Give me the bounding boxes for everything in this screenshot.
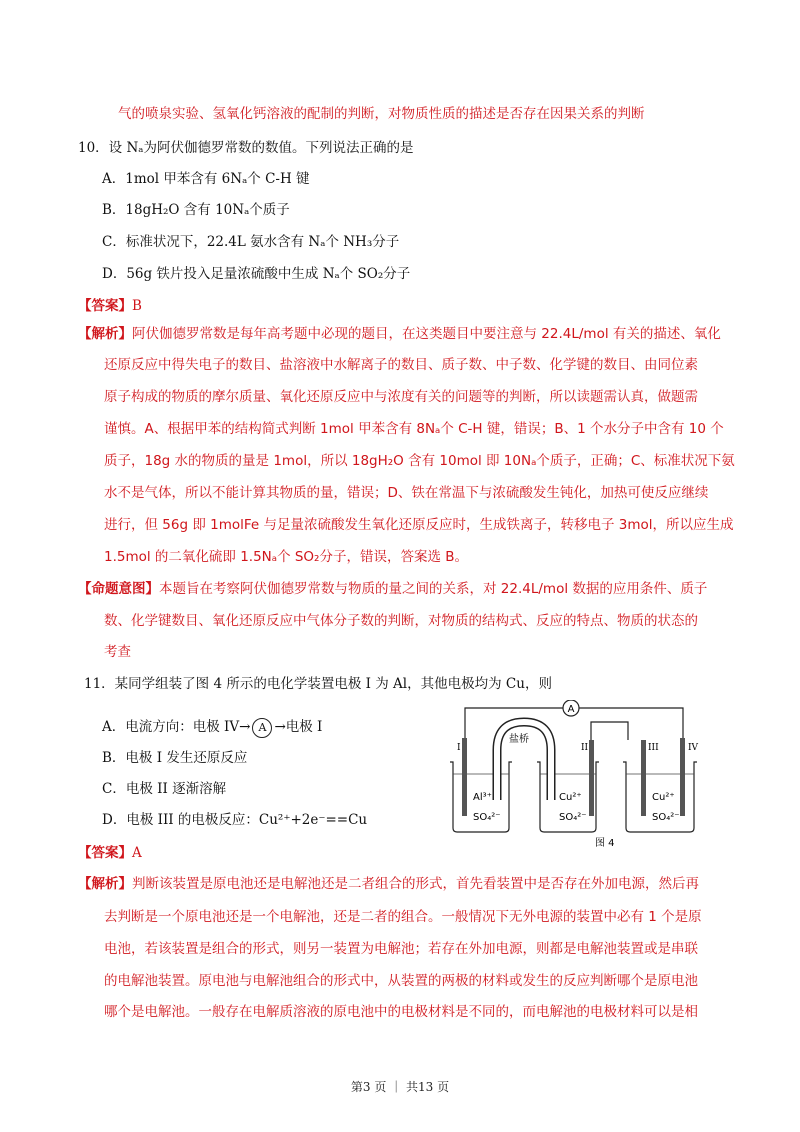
q10-analysis-line-5: 质子，18g 水的物质的量是 1mol，所以 18gH₂O 含有 10mol 即 10Nₐ个质子，正确；C、标准状况下氨: [104, 453, 735, 469]
solution-label-3: Cu²⁺: [652, 792, 675, 803]
analysis-label: 【解析】: [78, 876, 132, 892]
q11-answer: [78, 841, 142, 861]
ammeter-inline-icon: A: [252, 718, 272, 738]
analysis-label: 【解析】: [78, 326, 132, 342]
electrode-4: [680, 738, 685, 816]
electrochemical-figure: [445, 700, 730, 852]
anion-label-3: SO₄²⁻: [652, 812, 680, 823]
q10-analysis-line-2: 还原反应中得失电子的数目、盐溶液中水解离子的数目、质子数、中子数、化学键的数目、由同位素: [104, 357, 698, 373]
q10-option-b: B．18gH₂O 含有 10Nₐ个质子: [102, 202, 290, 218]
q11-option-b: B．电极 I 发生还原反应: [102, 750, 248, 766]
q11-option-d: D．电极 III 的电极反应：Cu²⁺+2e⁻==Cu: [102, 812, 368, 828]
electrode-label-3: III: [648, 743, 659, 753]
header-note: 气的喷泉实验、氢氧化钙溶液的配制的判断，对物质性质的描述是否存在因果关系的判断: [118, 106, 645, 122]
analysis-text: 判断该装置是原电池还是电解池还是二者组合的形式，首先看装置中是否存在外加电源，然后再: [132, 876, 699, 892]
q11-stem: 11．某同学组装了图 4 所示的电化学装置电极 I 为 Al，其他电极均为 Cu，则: [84, 676, 552, 692]
anion-label-2: SO₄²⁻: [559, 812, 587, 823]
ammeter-label: A: [567, 704, 575, 715]
q11-analysis-line-1: [78, 872, 699, 892]
intent-label: 【命题意图】: [78, 581, 159, 597]
q11-analysis-line-2: 去判断是一个原电池还是一个电解池，还是二者的组合。一般情况下无外电源的装置中必有 1 个是原: [104, 909, 702, 925]
anion-label-1: SO₄²⁻: [473, 812, 501, 823]
intent-text: 本题旨在考察阿伏伽德罗常数与物质的量之间的关系，对 22.4L/mol 数据的应用条件、质子: [159, 581, 708, 597]
q11-analysis-line-5: 哪个是电解池。一般存在电解质溶液的原电池中的电极材料是不同的，而电解池的电极材料可以是相: [104, 1004, 698, 1020]
answer-value: A: [132, 845, 142, 861]
q10-analysis-line-1: [78, 322, 721, 342]
page-footer: 第3 页 ｜ 共13 页: [350, 1080, 450, 1094]
q10-stem: 10．设 Nₐ为阿伏伽德罗常数的数值。下列说法正确的是: [78, 140, 414, 156]
q10-option-d: D．56g 铁片投入足量浓硫酸中生成 Nₐ个 SO₂分子: [102, 266, 411, 282]
q10-analysis-line-3: 原子构成的物质的摩尔质量、氧化还原反应中与浓度有关的问题等的判断，所以读题需认真，做题需: [104, 389, 698, 405]
q10-analysis-line-8: 1.5mol 的二氧化硫即 1.5Nₐ个 SO₂分子，错误，答案选 B。: [104, 549, 469, 565]
q10-intent-line-3: 考查: [104, 644, 131, 660]
q10-intent-line-1: [78, 577, 707, 597]
figure-caption: 图 4: [595, 838, 615, 849]
q11-option-a: [102, 715, 322, 738]
q10-analysis-line-7: 进行，但 56g 即 1molFe 与足量浓硫酸发生氧化还原反应时，生成铁离子，转移电子 3mol，所以应生成: [104, 517, 734, 533]
electrode-2: [589, 740, 594, 816]
answer-value: B: [132, 298, 142, 314]
q10-option-c: C．标准状况下，22.4L 氨水含有 Nₐ个 NH₃分子: [102, 234, 400, 250]
option-a-suffix: →电极 I: [274, 719, 323, 735]
electrode-label-2: II: [581, 743, 589, 753]
q10-intent-line-2: 数、化学键数目、氧化还原反应中气体分子数的判断，对物质的结构式、反应的特点、物质的状态的: [104, 613, 698, 629]
electrode-1: [462, 738, 467, 816]
electrode-label-4: IV: [688, 743, 699, 753]
q10-option-a: A．1mol 甲苯含有 6Nₐ个 C-H 键: [102, 171, 310, 187]
q10-analysis-line-4: 谨慎。A、根据甲苯的结构简式判断 1mol 甲苯含有 8Nₐ个 C-H 键，错误；B、1 个水分子中含有 10 个: [104, 421, 724, 437]
solution-label-2: Cu²⁺: [559, 792, 582, 803]
electrode-label-1: I: [457, 743, 461, 753]
q11-analysis-line-3: 电池，若该装置是组合的形式，则另一装置为电解池；若存在外加电源，则都是电解池装置或是串联: [104, 941, 698, 957]
q10-answer: [78, 294, 142, 314]
solution-label-1: Al³⁺: [473, 792, 492, 803]
answer-label: 【答案】: [78, 298, 132, 314]
q11-analysis-line-4: 的电解池装置。原电池与电解池组合的形式中，从装置的两极的材料或发生的反应判断哪个是原电池: [104, 973, 698, 989]
answer-label: 【答案】: [78, 845, 132, 861]
q10-analysis-line-6: 水不是气体，所以不能计算其物质的量，错误；D、铁在常温下与浓硫酸发生钝化，加热可使反应继续: [104, 485, 709, 501]
q11-option-c: C．电极 II 逐渐溶解: [102, 781, 227, 797]
analysis-text: 阿伏伽德罗常数是每年高考题中必现的题目，在这类题目中要注意与 22.4L/mol 有关的描述、氧化: [132, 326, 721, 342]
salt-bridge-label: 盐桥: [509, 734, 529, 745]
option-a-prefix: A．电流方向：电极 IV→: [102, 719, 251, 735]
electrode-3: [641, 740, 646, 816]
